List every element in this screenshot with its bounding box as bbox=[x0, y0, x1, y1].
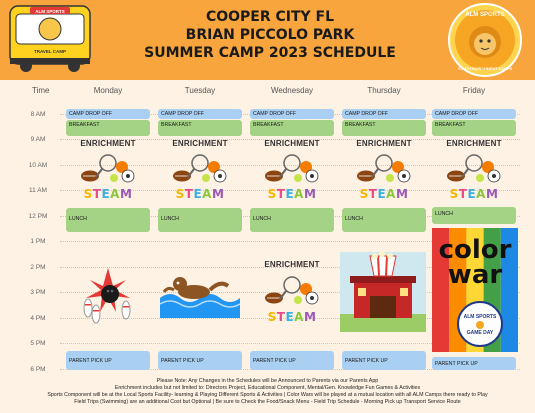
monday-steam-logo: STEAM bbox=[83, 187, 133, 201]
color-war-title-line2: war bbox=[447, 260, 503, 290]
right-logo-bottom-text: YOUTH ENRICHMENT CAMPS bbox=[457, 67, 513, 71]
alm-sports-lion-logo bbox=[440, 2, 530, 78]
sports-balls-icon bbox=[78, 150, 138, 184]
friday-steam-logo: STEAM bbox=[449, 187, 499, 201]
day-header-thursday: Thursday bbox=[367, 86, 401, 95]
thursday-enrichment-label: ENRICHMENT bbox=[356, 139, 412, 148]
wednesday-drop-off-bar: CAMP DROP OFF bbox=[250, 109, 334, 119]
bowling-icon bbox=[78, 262, 138, 324]
swimming-icon bbox=[158, 268, 242, 318]
sports-balls-icon bbox=[262, 150, 322, 184]
footer-notes bbox=[4, 378, 531, 406]
friday-drop-off-bar: CAMP DROP OFF bbox=[432, 109, 516, 119]
color-war-poster bbox=[432, 228, 518, 352]
wednesday-afternoon-enrichment-label: ENRICHMENT bbox=[264, 260, 320, 269]
monday-lunch-bar: LUNCH bbox=[66, 208, 150, 232]
title-line-2: BRIAN PICCOLO PARK bbox=[185, 27, 355, 43]
page-title bbox=[110, 8, 430, 62]
wednesday-pick-up-bar: PARENT PICK UP bbox=[250, 351, 334, 370]
friday-breakfast-bar: BREAKFAST bbox=[432, 120, 516, 136]
tuesday-steam-logo: STEAM bbox=[175, 187, 225, 201]
day-header-wednesday: Wednesday bbox=[270, 86, 314, 95]
time-label-5pm: 5 PM bbox=[30, 340, 46, 347]
thursday-steam-logo: STEAM bbox=[359, 187, 409, 201]
tuesday-enrichment-label: ENRICHMENT bbox=[172, 139, 228, 148]
thursday-lunch-bar: LUNCH bbox=[342, 208, 426, 232]
travel-camp-bus-logo bbox=[4, 2, 96, 78]
tuesday-breakfast-bar: BREAKFAST bbox=[158, 120, 242, 136]
color-war-title-line1: color bbox=[438, 235, 512, 265]
movie-theater-icon bbox=[340, 252, 426, 332]
friday-lunch-bar: LUNCH bbox=[432, 207, 516, 224]
title-line-1: COOPER CITY FL bbox=[205, 9, 335, 25]
right-logo-arc-text: ALM SPORTS bbox=[465, 12, 505, 18]
sports-balls-icon bbox=[354, 150, 414, 184]
monday-enrichment-label: ENRICHMENT bbox=[80, 139, 136, 148]
sports-balls-icon bbox=[262, 272, 322, 306]
time-label-4pm: 4 PM bbox=[30, 315, 46, 322]
time-label-3pm: 3 PM bbox=[30, 289, 46, 296]
time-label-9am: 9 AM bbox=[30, 136, 46, 143]
thursday-pick-up-bar: PARENT PICK UP bbox=[342, 351, 426, 370]
title-line-3: SUMMER CAMP 2023 SCHEDULE bbox=[144, 45, 396, 61]
footer-note-3: Sports Component will be at the Local Sports Facility- learning & Playing Different Sports & Activities | Color Wars will be played at a mutual location with all ALM Camps there ready to Play bbox=[47, 392, 488, 398]
wednesday-enrichment-label: ENRICHMENT bbox=[264, 139, 320, 148]
day-header-monday: Monday bbox=[93, 86, 123, 95]
tuesday-drop-off-bar: CAMP DROP OFF bbox=[158, 109, 242, 119]
time-label-2pm: 2 PM bbox=[30, 264, 46, 271]
time-column-header: Time bbox=[32, 86, 50, 95]
time-label-1pm: 1 PM bbox=[30, 238, 46, 245]
left-logo-top-text: ALM SPORTS bbox=[35, 9, 65, 14]
monday-pick-up-bar: PARENT PICK UP bbox=[66, 351, 150, 370]
wednesday-breakfast-bar: BREAKFAST bbox=[250, 120, 334, 136]
tuesday-lunch-bar: LUNCH bbox=[158, 208, 242, 232]
footer-note-1: Please Note: Any Changes in the Schedules will be Announced to Parents via our Parents App bbox=[156, 378, 379, 384]
day-header-friday: Friday bbox=[462, 86, 486, 95]
time-label-6pm: 6 PM bbox=[30, 366, 46, 373]
footer-note-2: Enrichment includes but not limited to: Directors Project, Educational Component, Mental/Gen. Knowledge Fun Games & Activities bbox=[114, 385, 421, 391]
thursday-breakfast-bar: BREAKFAST bbox=[342, 120, 426, 136]
header-banner bbox=[0, 0, 535, 80]
color-war-badge-line2: GAME DAY bbox=[466, 330, 494, 336]
monday-drop-off-bar: CAMP DROP OFF bbox=[66, 109, 150, 119]
left-logo-bottom-text: TRAVEL CAMP bbox=[33, 49, 67, 54]
sports-balls-icon bbox=[170, 150, 230, 184]
time-label-8am: 8 AM bbox=[30, 111, 46, 118]
thursday-drop-off-bar: CAMP DROP OFF bbox=[342, 109, 426, 119]
friday-pick-up-bar: PARENT PICK UP bbox=[432, 357, 516, 370]
sports-balls-icon bbox=[444, 150, 504, 184]
friday-enrichment-label: ENRICHMENT bbox=[446, 139, 502, 148]
time-label-11am: 11 AM bbox=[29, 187, 47, 194]
footer-note-4: Field Trips (Swimming) are an additional Cost but Optional | Be sure to Check the Food/Snack Menu - Field Trip Schedule - Morning Pick up Transport Service Route bbox=[74, 399, 461, 405]
wednesday-lunch-bar: LUNCH bbox=[250, 208, 334, 232]
time-label-12pm: 12 PM bbox=[28, 213, 48, 220]
wednesday-afternoon-steam-logo: STEAM bbox=[267, 310, 317, 324]
tuesday-pick-up-bar: PARENT PICK UP bbox=[158, 351, 242, 370]
wednesday-steam-logo: STEAM bbox=[267, 187, 317, 201]
color-war-badge-line1: ALM SPORTS bbox=[463, 314, 497, 320]
monday-breakfast-bar: BREAKFAST bbox=[66, 120, 150, 136]
time-label-10am: 10 AM bbox=[28, 162, 48, 169]
day-header-tuesday: Tuesday bbox=[184, 86, 216, 95]
